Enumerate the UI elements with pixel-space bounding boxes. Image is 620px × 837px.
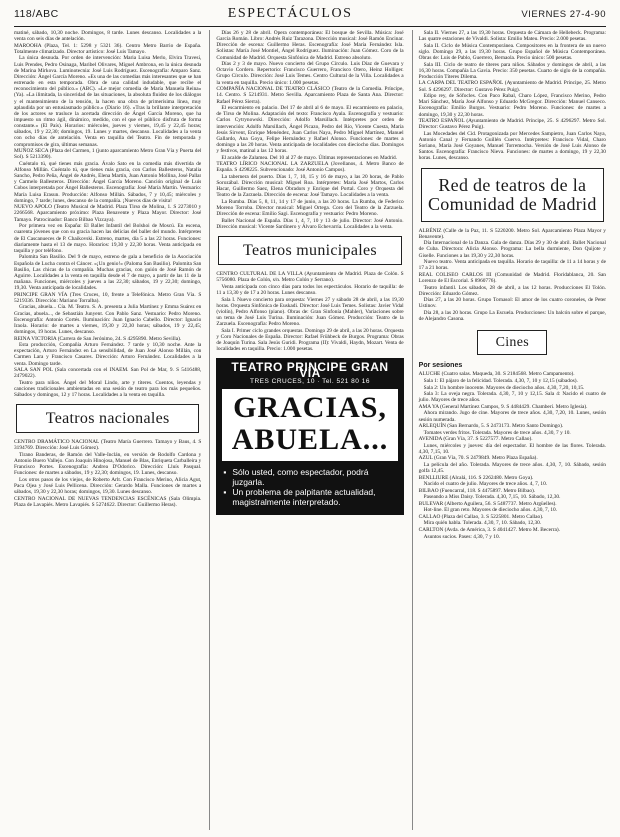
ad-play-title-line2: ABUELA...	[231, 422, 389, 456]
ad-play-title-line1: GRACIAS,	[233, 390, 387, 424]
column-2	[209, 30, 403, 830]
ad-bullet-list	[222, 467, 397, 507]
listing-text: Hot-line. El gran reto. Mayores de dieciocho años. 4,30, 7, 10.	[423, 507, 558, 514]
listing-header: CENTRO DRAMÁTICO NACIONAL (Teatro María Guerrero. Tamayo y Baus, 4. S 3194769. Dirección: José Luis Gómez).	[14, 439, 202, 452]
listing-text: Sala 1: El pájaro de la felicidad. Tolerada. 4,30, 7, 10 y 12,15 (sábados).	[423, 378, 578, 385]
listing-header: CENTRO NACIONAL DE NUEVAS TENDENCIAS ESCÉNICAS (Sala Olimpia. Plaza de Lavapiés. Metro Lavapiés. S 5274622. Director: Guillermo Heras).	[14, 495, 202, 509]
listing-text: Asuntos sucios. Pases: 4,30, 7 y 10.	[423, 533, 500, 540]
listing-text: Palomita San Basilio. Del 9 de mayo, estreno de gala a beneficio de la Asociación Española de Lucha contra el Cáncer. «¡Un genio!» (Paloma San Basilio). Palomita San Basilio, Las chicas de la compañía. Muchas gracias, con guión de José Ramón de Aguirre. Localidades a la venta en taquilla desde el 7 de mayo, a partir de las 11 de la mañana. Funciones, miércoles y jueves a las 22,30; sábados, 19 y 22,30; domingo, 19,30. Venta anticipada de localidades.	[14, 254, 202, 292]
listing-header: ALBÉNIZ (Calle de la Paz, 11. S 5220200. Metro Sol. Aparcamiento Plaza Mayor y Benavente).	[418, 227, 606, 240]
ad-bullet: ▪ Un problema de palpitante actualidad, magistralmente interpretado.	[232, 487, 397, 507]
ad-bullet: ▪ Sólo usted, como espectador, podrá juzgarla.	[232, 467, 397, 487]
listing-text: La película del año. Tolerada. Mayores de trece años. 4,30, 7, 10. Sábado, sesión golfa 12,45.	[418, 461, 606, 475]
listing-text: Lunes, miércoles y jueves: día del espectador. El hombre de las flores. Tolerada. 4,30, 7,15, 10.	[418, 442, 606, 455]
listing-text: Venta anticipada con cinco días para todos los espectáculos. Horario de taquilla: de 11 a 13,30 y de 17 a 20 horas. Lunes descanso.	[216, 283, 404, 296]
listing-header: COMPAÑÍA NACIONAL DE TEATRO CLÁSICO (Teatro de la Comedia. Príncipe, 14. Centro. S 5214931. Metro Sevilla. Aparcamiento Plaza de Santa Ana. Director: Rafael Pérez Sierra).	[216, 86, 404, 105]
listing-text: Nuevo teatro. Venta anticipada en taquilla. Horario de taquilla: de 11 a 14 horas y de 17 a 21 horas.	[418, 259, 606, 272]
listing-text: Teatro infantil. Los sábados, 28 de abril, a las 12 horas. Producciones El Tolón. Dirección: Eduardo Gómez.	[418, 284, 606, 297]
listing-header: BILBAO (Fuencarral, 118. S 4475897. Metro Bilbao).	[418, 487, 536, 494]
page-number: 118/ABC	[14, 8, 59, 20]
listing-text: Sala 3: La oveja negra. Tolerada. 4,30, 7, 10 y 12,15. Sala 4: Nacido el cuatro de julio. Mayores de trece años.	[418, 391, 606, 404]
listing-text: Tirano Banderas, de Ramón del Valle-Inclán, en versión de Rodolfo Cardona y Antonio Buero Vallejo. Con Joaquín Hinojosa, Manuel de Blas, Enriqueta Carballeira y Francisco Portes. Escenografía: Andrea D'Odorico. Dirección: Lluís Pasqual. Funciones: de martes a sábados, 19 y 22,30; domingos, 19. Lunes, descanso.	[14, 452, 202, 477]
listing-header: NUEVO APOLO (Teatro Musical de Madrid. Plaza Tirso de Molina, 1. S 2273010 y 2266568. Aparcamiento próximo: Plaza Benavente y Plaza Mayor. Director: José Tamayo. Patrocinador: Banco Bilbao Vizcaya).	[14, 204, 202, 223]
listing-header: CALLAO (Plaza del Callao, 3. S 5225801. Metro Callao).	[418, 513, 544, 520]
listing-text: Las Mocedades del Cid. Protagonizada por Mercedes Sampietro, Juan Carlos Naya, Antonio Canal y Fernando Guillén Cuervo. Intérpretes: Francisco Vidal, Charo Soriano, María José Goyanes, Manuel Torremocha. Versión de José Luis Alonso de Santos. Escenografía: Francisco Nieva. Funciones: de martes a domingo, 19 y 22,30 horas. Lunes, descanso.	[418, 130, 606, 162]
listing-header: PRINCIPE GRAN VÍA (Tres Cruces, 10, frente a Telefónica. Metro Gran Vía. S 5219336. Dirección: Mariano Torralba).	[14, 291, 202, 304]
listing-text: La tabernera del puerto. Días 1, 7, 10, 15 y 16 de mayo, a las 20 horas, de Pablo Sorozábal. Dirección musical: Miguel Roa. Intérpretes: María José Martos, Carlos Hacar, Guillermo Saez, Elena Obradors y Enrique del Portal. Coro y Orquesta del Teatro de la Zarzuela. Dirección de escena: José Tamayo. Localidades a la venta.	[216, 173, 404, 199]
listing-text: Día 28, a las 20 horas. Grupo La Escuela. Producciones: Un balcón sobre el parque, de Alejandro Casona.	[418, 310, 606, 323]
column-3	[412, 30, 606, 830]
section-heading-cines: Cines	[477, 330, 547, 355]
masthead	[14, 6, 606, 27]
columns	[14, 30, 606, 830]
listing-text: Esta producción, Compañía Arturo Fernández. 7 tarde y 10,30 noche. Ante la expectación, Arturo Fernández en La sensibilidad, de Juan José Alonso Millán, con Carmen Lara y Francisco Casares. Dirección: Arturo Fernández. Localidades a la venta. Domingo tarde.	[14, 342, 202, 367]
listing-text: Sala II. Viernes 27, a las 19,30 horas. Orquesta de Cámara de Hellebeck. Programa: Las quatre estaciones de Vivaldi. Solista: Emilio Mateu. Precio: 2.000 pesetas.	[418, 30, 606, 43]
listing-text: Ahora mirando. Jugo de cine. Mayores de trece años. 4,30, 7,20, 10. Lunes, sesión sesión numerada.	[418, 410, 606, 423]
listing-header: AMA YA (General Martínez Campos, 9. S 4484429. Chamberí. Metro Iglesia).	[418, 403, 588, 410]
listing-text: Sala I. Nuevo concierto para orquesta: Viernes 27 y sábado 28 de abril, a las 19,30 horas. Orquesta Sinfónica de Euskadi. Director: José Luis Temes. Solistas: Javier Vidal (violín), Pedro Alfonso (piano). Obras de: Gran Sinfonía (Mahler), Variaciones sobre un tema de José Luis Turina. Iluminación: Juan Gómez. Producción: Teatro de la Zarzuela. Escenografía: Pedro Moreno.	[216, 296, 404, 328]
listing-header: SALA SAN POL (Sala concertada con el INAEM. San Pol de Mar, 9. S 5416488, 2479022).	[14, 367, 202, 380]
subheading-por-sesiones: Por sesiones	[418, 362, 463, 370]
listing-text: Los otros pasos de los viejos, de Roberto Arlt. Con Francisco Merino, Alicia Agut, Paca Ojea y José Luis Pellicena. Dirección: Gerardo Malla. Funciones de martes a sábados, 19,30 y 22,30 horas; domingos, 19,30. Lunes descanso.	[14, 477, 202, 496]
ad-theatre-name: TEATRO PRINCIPE GRAN VÍA	[231, 360, 389, 381]
listing-text: La única desnuda. Por orden de intervención: Maria Luisa Merlo, Elvira Travesí, Luis Prendes, Pedro Osinaga, Maribel Olivares, Miguel Ambrona, en la única desnuda de Marina Mirkova. Luminotecnia: José Luis Rodríguez. Escenografía: Amparo Sanz. Dirección: Ángel García Moreno. «Es una de las comedias más interesantes que se han estrenado en esta temporada. Obra de una calidad indudable, que recibe el reconocimiento del público.» (ABC). «Le mejor comedia de María Manuela Reina» (Ya). «La ilimitada, la sinceridad de las situaciones, la absoluta fluidez de los diálogos y el mantenimiento de la tensión, la hacen una obra de primerísima línea, muy aplaudida por un entusiasmado público.» (Diario 16). «Tras la brillante interpretación de los actores se trasluce la acertada dirección de Ángel García Moreno, que ha impuesto un ritmo ágil, dinámico, medido, con el que el público disfruta de forma constante.» (El País). Horarios: miércoles, jueves y viernes, 19,45 y 22,45 horas; sábados, 19 y 22,30; domingos, 19. Lunes y martes, descanso. Localidades a la venta con ocho días de antelación. Venta en taquilla del Teatro. Fin de temporada y compromisos de gira, últimas semanas.	[14, 55, 202, 148]
listing-header: AZUL (Gran Vía, 70. S 2479849. Metro Plaza España).	[418, 455, 538, 462]
listing-text: El acalde de Zalamea. Del 10 al 27 de mayo. Últimas representaciones en Madrid.	[221, 154, 398, 161]
listing-text: Días 2 y 3 de mayo. Nuevo concierto del Grupo Círculo. Luis Díaz de Guevara y Octavio Cordero. Repertorio: Francisco Guerrero, Francisco Otero, Heinz Holliger. Grupo Círculo. Dirección: José Luis Temes. Centro Cultural de la Villa. Localidades a la venta en taquilla. Precio único: 1.000 pesetas.	[216, 61, 404, 86]
listing-text: Sala III. Ciclo de teatro de títeres para niños. Sábados y domingos de abril, a las 16,30 horas. Compañía La Gavia. Precio: 350 pesetas. Cuarto de siglo de la compañía. Producción Títeres Dilema.	[418, 61, 606, 80]
listing-header: REAL COLISEO CARLOS III (Comunidad de Madrid. Floridablanca, 20. San Lorenzo de El Escorial. S 8960776).	[418, 271, 606, 285]
listing-header: ARLEQUÍN (San Bernardo, 5. S 2473173. Metro Santo Domingo).	[418, 423, 564, 430]
listing-text: El escarmiento en palacio. Del 17 de abril al 6 de mayo. El escarmiento en palacio, de Tirso de Molina. Adaptación del texto: Francisco Ayala. Escenografía y vestuario: Carlos Cytrynowski. Dirección: Adolfo Marsillach. Intérpretes por orden de intervención: Adolfo Marsillach, Ángel Picazo, Pedro del Río, Vicente Cuesta, María Jesús Sirvent, Enrique Menéndez, Juan Carlos Naya, Pedro Miguel Martínez, Manuel Gallardo, Ana Goya, Felipe Hernández y Rafael Alonso. Funciones: de martes a domingo a las 20 horas. Venta anticipada de localidades con dieciocho días. Domingos y festivos, matinal a las 12 horas.	[216, 105, 404, 155]
ad-title-band	[222, 389, 397, 461]
listing-header: CARLTON (Avda. de América, 3. S 4041427. Metro M. Becerra).	[418, 527, 560, 534]
listing-text: Cuéntalo tú, qué tienes más gracia. Ávalo Sato en la comedia más divertida de Alfonso Millán. Cuéntalo tú, que tienes más gracia, con Carlos Ballesteros, Natalia Sancho, Pedro Peña, Ángel de Andrés, Elena Martín, Juan Antonio Mollina, José Pallar y Carmelo Ballesteros. Dirección: Ángel García Moreno. Canción original de Luis Cobos interpretada por Ángel Ballesteros. Escenografía: José María Martín. Vestuario: María Luisa Erasun. Producción: Alfonso Millán. Sábados, 7 y 10,45; miércoles y domingo, 7 tarde; lunes, descanso de la compañía. ¡Nuevos días de visita!	[14, 160, 202, 204]
listing-text: Días 27, a las 20 horas. Grupo Tornasol: El amor de los cuatro coroneles, de Peter Ustinov.	[418, 297, 606, 310]
listing-header: LA CARPA DEL TEATRO ESPAÑOL (Ayuntamiento de Madrid. Príncipe, 25. Metro Sol. S 4296297. Director: Gustavo Pérez Puig).	[418, 80, 606, 93]
listing-text: Sala 2: Un hombre inocente. Mayores de dieciocho años. 4,30, 7,20, 10,15.	[423, 384, 585, 391]
listing-text: Sala I. Primer ciclo grandes orquestas. Domingo 29 de abril, a las 20 horas. Orquesta y Coro Nacionales de España. Director: Rafael Frühbeck de Burgos. Programa: Obras de Joaquín Turina. Sala Jesús Guridi. Programa (II): Vivaldi, Haydn, Mozart. Venta de localidades en taquilla. Precio: 1.000 pesetas.	[216, 327, 404, 353]
listing-text: Gracias, abuela... Cía. M. Teatro. S. A. presenta a Julia Martínez y Emma Suárez en Gracias, abuela..., de Sebastián Junyent. Con Pablo Sanz. Vestuario: Pedro Moreno. Escenografía: Antonio Cortés. Iluminación: Juan Ignacio Cabello. Director: Ignacio Iraola. Horario: de martes a viernes, 19,30 y 22,30 horas; sábados, 19 y 22,45; domingos, 19 horas. Lunes, descanso.	[14, 304, 202, 336]
section-heading-red-de-teatros: Red de teatros de la Comunidad de Madrid	[421, 168, 604, 222]
listing-header: TEATRO LÍRICO NACIONAL LA ZARZUELA (Jovellanos, 4. Metro Banco de España. S 4298225. Subvencionado: José Antonio Campos).	[216, 161, 404, 174]
listing-header: AVENIDA (Gran Vía, 37. S 5227577. Metro Callao).	[418, 436, 533, 443]
listing-text: Mira quién habla. Tolerada. 4,30, 7, 10. Sábado, 12,30.	[423, 520, 542, 527]
listing-header: BULEVAR (Alberto Aguilera, 56. S 5487737. Metro Argüelles).	[418, 500, 557, 507]
listing-text: matiné, sábado, 10,30 noche. Domingos, 8 tarde. Lunes descanso. Localidades a la venta con seis días de antelación.	[14, 30, 202, 43]
listing-text: Día Internacional de la Danza. Gala de danza. Días 29 y 30 de abril. Ballet Nacional de Cuba. Directora: Alicia Alonso. Programa: La bella durmiente, Don Quijote y Giselle. Funciones a las 19,30 y 22,30 horas.	[418, 240, 606, 259]
listing-text: Nacido el cuatro de julio. Mayores de trece años. 4, 7, 10.	[423, 481, 548, 488]
listing-header: MAROOHA (Plaza, Tel. 1: 5298 y 5321 36). Centro Metro Barrio de España. Totalmente climatizado. Director artístico: José Luis Tamayo.	[14, 42, 202, 55]
listing-text: Paseando a Miss Daisy. Tolerada. 4,30, 7,15, 10. Sábado, 12,30.	[423, 494, 561, 501]
listing-header: TEATRO ESPAÑOL (Ayuntamiento de Madrid. Príncipe, 25. S 4296297. Metro Sol. Director: Gustavo Pérez Puig).	[418, 118, 606, 131]
listing-header: CENTRO CULTURAL DE LA VILLA (Ayuntamiento de Madrid. Plaza de Colón. S 5756080. Plaza de Colón, s/n. Metro Colón y Serrano).	[216, 271, 404, 284]
listing-text: Tomates verdes fritos. Tolerada. Mayores de trece años. 4,30, 7 y 10.	[423, 429, 571, 436]
issue-date: VIERNES 27-4-90	[521, 9, 606, 20]
listing-text: Ballet Nacional de España. Días 1, 4, 7, 10 y 13 de julio. Director: José Antonio. Dirección musical: Vicente Sardinero y Álvaro Echevarría. Localidades a la venta.	[216, 217, 404, 230]
listing-text: Edipo rey, de Sófocles. Con Paco Rabal, Charo López, Francisco Merino, Pedro Mari Sánchez, María José Alfonso y Eduardo McGregor. Dirección: Manuel Canseco. Escenografía: Emilio Burgos. Vestuario: Pedro Moreno. Funciones: de martes a domingo, 19,30 y 22,30 horas.	[418, 93, 606, 118]
listing-header: MUÑOZ SECA (Plaza del Carmen, 1 (junto aparcamiento Metro Gran Vía y Puerta del Sol). S 5213390).	[14, 148, 202, 161]
listing-text: Teatro para niños. Ángel del Moral Lindo, arte y títeres. Cuentos, leyendas y canciones tradicionales ambientadas en una sesión de teatro para los más pequeños. Sábados y domingos, 12 y 17 horas. Localidades a la venta en taquilla.	[14, 379, 202, 399]
ad-address: TRES CRUCES, 10 · Tel. 521 80 16	[250, 377, 370, 385]
listing-header: REINA VICTORIA (Carrera de San Jerónimo, 24. S 4295890. Metro Sevilla).	[14, 335, 182, 342]
section-title: ESPECTÁCULOS	[227, 6, 353, 21]
listing-header: ALUCHE (Cuatro salas. Maqueda, 30. S 2184568. Metro Campamento).	[418, 371, 575, 378]
theatre-advertisement	[216, 358, 403, 514]
listing-text: Sala II. Ciclo de Música Contemporánea. Compositores en la frontera de un nuevo siglo. Domingo 29, a las 19,30 horas. Grupo Español de Música Contemporánea. Obras de: Luis de Pablo, Guerrero, Bernaola. Precio único: 500 pesetas.	[418, 42, 606, 62]
listing-header: BENLLIURE (Alcalá, 116. S 2262480. Metro Goya).	[418, 474, 534, 481]
listing-text: Días 26 y 28 de abril. Ópera contemporánea: El bosque de Sevilla. Música: José García Román. Libro: Andrés Ruiz Tarazona. Dirección musical: José Ramón Encinar. Dirección de escena: Guillermo Heras. Escenografía: José María Fernández Isla. Solistas: María José Montiel, Ángel Rodríguez. Iluminación: Juan Gómez. Coro de la Comunidad de Madrid. Orquesta Sinfónica de Madrid. Estreno absoluto.	[216, 30, 404, 61]
section-heading-teatros-nacionales: Teatros nacionales	[16, 404, 199, 433]
listing-text: La Rumba. Días 5, 8, 11, 14 y 17 de junio, a las 20 horas. La Rumba, de Federico Moreno Torroba. Director musical: Miguel Ortega. Coro del Teatro de la Zarzuela. Dirección de escena: Emilio Sagi. Escenografía y vestuario: Pedro Moreno.	[216, 198, 404, 218]
column-1	[14, 30, 201, 830]
listing-text: Por primera vez en España: El Ballet Infantil del Bolshoi de Moscú. En escena, cuarenta jóvenes que con su gracia hacen las delicias del ballet del mundo. Intérpretes de El Cascanueces de P. Chaikovski. Estreno, martes, día 5 a las 22 horas. Funciones: diariamente hasta el 13 de mayo. Horarios: 19,30 y 22,30 horas. Venta anticipada en taquilla y por teléfono.	[14, 223, 202, 254]
section-heading-teatros-municipales: Teatros municipales	[218, 236, 401, 265]
